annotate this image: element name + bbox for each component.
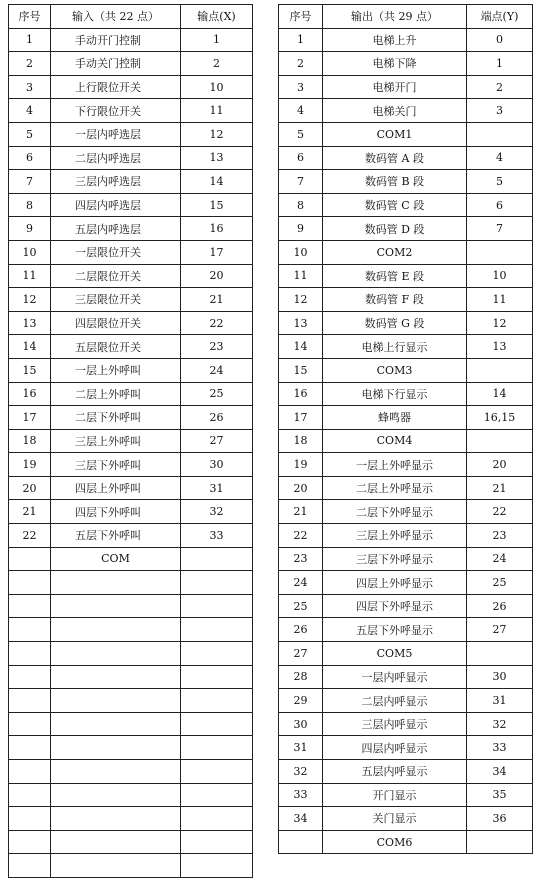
output-header-name: 输出（共 29 点） [323,5,467,29]
output-cell-terminal: 0 [467,28,533,52]
input-row [9,311,253,335]
input-empty-cell [181,807,253,831]
output-cell-name: 蜂鸣器 [323,406,467,430]
input-empty-row [9,854,253,878]
input-cell-index: 15 [9,358,51,382]
input-cell-index: 17 [9,406,51,430]
input-empty-cell [181,760,253,784]
input-cell-name: 四层上外呼叫 [51,476,181,500]
output-row [279,476,533,500]
output-row [279,99,533,123]
input-empty-cell [181,712,253,736]
input-empty-row [9,642,253,666]
output-row [279,547,533,571]
input-empty-cell [181,571,253,595]
output-cell-terminal: 34 [467,760,533,784]
output-cell-index: 32 [279,760,323,784]
input-cell-index: 16 [9,382,51,406]
input-empty-cell [9,736,51,760]
input-cell-name: 二层内呼选层 [51,146,181,170]
input-row [9,193,253,217]
output-cell-terminal: 26 [467,594,533,618]
input-empty-cell [51,642,181,666]
output-row [279,52,533,76]
output-cell-index: 24 [279,571,323,595]
input-row [9,52,253,76]
output-cell-index: 23 [279,547,323,571]
input-cell-index: 18 [9,429,51,453]
input-cell-index: 1 [9,28,51,52]
output-cell-name: 数码管 C 段 [323,193,467,217]
input-cell-terminal: 31 [181,476,253,500]
input-cell-terminal: 33 [181,524,253,548]
input-empty-cell [9,712,51,736]
output-cell-name: 数码管 A 段 [323,146,467,170]
input-empty-cell [9,618,51,642]
output-cell-name: 四层内呼显示 [323,736,467,760]
output-row [279,240,533,264]
output-cell-index: 1 [279,28,323,52]
input-row [9,240,253,264]
output-cell-name: 二层内呼显示 [323,689,467,713]
output-cell-terminal: 23 [467,524,533,548]
input-empty-cell [51,807,181,831]
input-cell-name: 下行限位开关 [51,99,181,123]
output-cell-terminal: 4 [467,146,533,170]
input-empty-cell [51,854,181,878]
output-cell-name: 关门显示 [323,807,467,831]
input-cell-index: 9 [9,217,51,241]
input-row [9,75,253,99]
input-cell-terminal: 22 [181,311,253,335]
output-cell-index: 5 [279,122,323,146]
input-cell-name: 四层限位开关 [51,311,181,335]
input-empty-row [9,736,253,760]
input-row [9,547,253,571]
output-cell-terminal [467,642,533,666]
input-row [9,122,253,146]
input-row [9,382,253,406]
input-row [9,476,253,500]
output-cell-index: 26 [279,618,323,642]
output-cell-terminal: 12 [467,311,533,335]
output-cell-name: COM4 [323,429,467,453]
output-row [279,335,533,359]
output-cell-terminal: 14 [467,382,533,406]
output-row [279,170,533,194]
output-cell-name: 数码管 F 段 [323,288,467,312]
input-cell-terminal: 1 [181,28,253,52]
output-row [279,406,533,430]
input-empty-row [9,594,253,618]
output-cell-terminal: 25 [467,571,533,595]
output-row [279,760,533,784]
input-cell-index: 4 [9,99,51,123]
input-cell-index: 19 [9,453,51,477]
input-empty-row [9,760,253,784]
output-row [279,264,533,288]
output-cell-index: 25 [279,594,323,618]
output-cell-index: 18 [279,429,323,453]
input-empty-cell [181,736,253,760]
input-cell-name: 手动关门控制 [51,52,181,76]
input-empty-cell [181,783,253,807]
output-cell-index: 4 [279,99,323,123]
input-empty-cell [9,594,51,618]
input-empty-row [9,618,253,642]
output-cell-index: 8 [279,193,323,217]
input-empty-cell [51,594,181,618]
input-empty-cell [51,689,181,713]
input-empty-cell [181,830,253,854]
output-row [279,122,533,146]
input-empty-row [9,807,253,831]
output-cell-terminal: 1 [467,52,533,76]
input-cell-terminal: 23 [181,335,253,359]
input-empty-row [9,689,253,713]
output-cell-terminal: 22 [467,500,533,524]
input-empty-cell [9,830,51,854]
output-cell-name: 电梯开门 [323,75,467,99]
input-empty-row [9,571,253,595]
output-row [279,783,533,807]
input-cell-index [9,547,51,571]
output-cell-index: 33 [279,783,323,807]
input-row [9,406,253,430]
output-cell-name: 三层下外呼显示 [323,547,467,571]
output-cell-terminal: 36 [467,807,533,831]
output-cell-name: COM5 [323,642,467,666]
input-empty-row [9,830,253,854]
input-cell-name: 一层上外呼叫 [51,358,181,382]
output-cell-index: 15 [279,358,323,382]
input-cell-name: 五层限位开关 [51,335,181,359]
input-cell-terminal: 12 [181,122,253,146]
input-cell-terminal: 27 [181,429,253,453]
output-cell-index: 17 [279,406,323,430]
output-cell-index: 29 [279,689,323,713]
output-row [279,382,533,406]
input-cell-index: 12 [9,288,51,312]
input-empty-cell [9,783,51,807]
input-cell-name: 五层下外呼叫 [51,524,181,548]
output-cell-name: 一层内呼显示 [323,665,467,689]
output-cell-terminal: 11 [467,288,533,312]
input-cell-index: 8 [9,193,51,217]
output-cell-name: COM3 [323,358,467,382]
output-cell-terminal [467,429,533,453]
output-cell-name: 数码管 B 段 [323,170,467,194]
output-row [279,689,533,713]
input-header-name: 输入（共 22 点） [51,5,181,29]
output-cell-terminal: 33 [467,736,533,760]
input-cell-name: 四层内呼选层 [51,193,181,217]
input-empty-cell [181,642,253,666]
output-cell-terminal: 6 [467,193,533,217]
input-row [9,335,253,359]
output-cell-index: 21 [279,500,323,524]
input-cell-index: 22 [9,524,51,548]
input-empty-cell [51,760,181,784]
output-cell-name: 电梯上升 [323,28,467,52]
input-empty-row [9,712,253,736]
input-row [9,358,253,382]
output-cell-name: 数码管 G 段 [323,311,467,335]
output-cell-terminal: 20 [467,453,533,477]
input-cell-index: 3 [9,75,51,99]
output-row [279,288,533,312]
output-cell-name: 数码管 D 段 [323,217,467,241]
input-cell-name: 三层下外呼叫 [51,453,181,477]
output-cell-terminal: 30 [467,665,533,689]
input-cell-index: 13 [9,311,51,335]
input-cell-index: 10 [9,240,51,264]
output-cell-name: 一层上外呼显示 [323,453,467,477]
input-header-row [9,5,253,29]
output-cell-name: 五层下外呼显示 [323,618,467,642]
output-cell-terminal: 32 [467,712,533,736]
input-cell-index: 11 [9,264,51,288]
output-row [279,736,533,760]
output-cell-terminal [467,122,533,146]
output-cell-terminal: 7 [467,217,533,241]
input-empty-cell [9,665,51,689]
output-row [279,311,533,335]
input-cell-name: 三层上外呼叫 [51,429,181,453]
output-cell-terminal: 13 [467,335,533,359]
output-cell-terminal: 31 [467,689,533,713]
input-empty-row [9,783,253,807]
output-cell-index: 20 [279,476,323,500]
input-empty-cell [181,665,253,689]
output-cell-index: 10 [279,240,323,264]
output-cell-terminal: 5 [467,170,533,194]
input-empty-cell [51,830,181,854]
output-cell-name: 二层上外呼显示 [323,476,467,500]
output-cell-terminal: 21 [467,476,533,500]
input-cell-terminal: 30 [181,453,253,477]
input-cell-terminal: 11 [181,99,253,123]
output-table-body [279,28,533,854]
output-cell-index: 22 [279,524,323,548]
output-cell-index: 31 [279,736,323,760]
output-row [279,712,533,736]
output-cell-index: 12 [279,288,323,312]
output-cell-name: COM6 [323,830,467,854]
input-cell-terminal: 32 [181,500,253,524]
input-row [9,217,253,241]
output-cell-name: COM2 [323,240,467,264]
output-cell-name: 五层内呼显示 [323,760,467,784]
output-cell-terminal: 24 [467,547,533,571]
input-empty-cell [51,712,181,736]
input-cell-terminal: 21 [181,288,253,312]
input-cell-name: 五层内呼选层 [51,217,181,241]
input-row [9,524,253,548]
input-cell-terminal: 15 [181,193,253,217]
output-cell-index: 28 [279,665,323,689]
input-cell-name: COM [51,547,181,571]
input-empty-cell [181,618,253,642]
input-empty-cell [9,689,51,713]
input-header-index: 序号 [9,5,51,29]
input-cell-name: 手动开门控制 [51,28,181,52]
output-row [279,807,533,831]
output-cell-index: 9 [279,217,323,241]
output-cell-name: 二层下外呼显示 [323,500,467,524]
input-cell-terminal: 20 [181,264,253,288]
output-cell-index: 2 [279,52,323,76]
output-cell-terminal: 27 [467,618,533,642]
input-empty-cell [9,854,51,878]
input-row [9,453,253,477]
input-empty-cell [9,760,51,784]
input-cell-terminal: 24 [181,358,253,382]
output-row [279,28,533,52]
output-cell-name: 电梯关门 [323,99,467,123]
input-empty-cell [9,642,51,666]
input-empty-cell [181,689,253,713]
output-cell-name: 电梯下降 [323,52,467,76]
input-cell-name: 二层限位开关 [51,264,181,288]
input-cell-name: 一层内呼选层 [51,122,181,146]
input-row [9,28,253,52]
input-cell-index: 7 [9,170,51,194]
input-row [9,288,253,312]
input-cell-terminal: 25 [181,382,253,406]
output-cell-index: 11 [279,264,323,288]
output-row [279,594,533,618]
input-empty-cell [9,571,51,595]
input-cell-name: 一层限位开关 [51,240,181,264]
input-empty-cell [181,594,253,618]
input-cell-index: 6 [9,146,51,170]
input-empty-row [9,665,253,689]
input-empty-cell [51,783,181,807]
output-row [279,193,533,217]
output-cell-index [279,830,323,854]
output-row [279,642,533,666]
output-row [279,429,533,453]
output-cell-name: 三层上外呼显示 [323,524,467,548]
output-cell-name: 四层上外呼显示 [323,571,467,595]
output-cell-index: 16 [279,382,323,406]
input-cell-terminal: 10 [181,75,253,99]
input-table [8,4,253,878]
input-row [9,146,253,170]
output-row [279,618,533,642]
input-cell-index: 20 [9,476,51,500]
output-cell-terminal: 16,15 [467,406,533,430]
input-cell-name: 四层下外呼叫 [51,500,181,524]
output-row [279,571,533,595]
output-header-row [279,5,533,29]
input-table-body [9,28,253,877]
input-empty-cell [181,854,253,878]
input-row [9,99,253,123]
output-cell-name: 四层下外呼显示 [323,594,467,618]
output-cell-index: 19 [279,453,323,477]
input-cell-terminal: 13 [181,146,253,170]
output-row [279,358,533,382]
output-cell-terminal: 10 [467,264,533,288]
input-cell-name: 上行限位开关 [51,75,181,99]
output-row [279,146,533,170]
input-empty-cell [51,618,181,642]
output-cell-index: 27 [279,642,323,666]
output-cell-index: 13 [279,311,323,335]
input-empty-cell [51,665,181,689]
output-cell-name: COM1 [323,122,467,146]
output-row [279,500,533,524]
output-cell-index: 3 [279,75,323,99]
output-cell-terminal: 2 [467,75,533,99]
output-cell-terminal: 35 [467,783,533,807]
input-header-terminal: 输点(X) [181,5,253,29]
input-row [9,264,253,288]
output-cell-name: 电梯下行显示 [323,382,467,406]
input-cell-index: 2 [9,52,51,76]
input-row [9,500,253,524]
output-cell-terminal [467,358,533,382]
input-cell-terminal: 26 [181,406,253,430]
input-cell-name: 三层限位开关 [51,288,181,312]
output-cell-name: 开门显示 [323,783,467,807]
output-cell-index: 30 [279,712,323,736]
output-cell-terminal: 3 [467,99,533,123]
output-header-index: 序号 [279,5,323,29]
input-cell-terminal: 14 [181,170,253,194]
input-empty-cell [51,736,181,760]
input-cell-name: 三层内呼选层 [51,170,181,194]
input-empty-cell [9,807,51,831]
input-cell-terminal: 2 [181,52,253,76]
output-row [279,830,533,854]
output-table [278,4,533,854]
input-cell-index: 21 [9,500,51,524]
output-row [279,453,533,477]
input-cell-terminal [181,547,253,571]
output-cell-index: 34 [279,807,323,831]
output-cell-name: 电梯上行显示 [323,335,467,359]
output-cell-name: 三层内呼显示 [323,712,467,736]
input-cell-name: 二层下外呼叫 [51,406,181,430]
input-cell-index: 14 [9,335,51,359]
input-empty-cell [51,571,181,595]
output-row [279,665,533,689]
input-cell-terminal: 17 [181,240,253,264]
output-cell-index: 7 [279,170,323,194]
output-row [279,75,533,99]
output-cell-index: 6 [279,146,323,170]
output-cell-name: 数码管 E 段 [323,264,467,288]
input-row [9,429,253,453]
output-row [279,524,533,548]
input-cell-index: 5 [9,122,51,146]
output-header-terminal: 端点(Y) [467,5,533,29]
input-cell-name: 二层上外呼叫 [51,382,181,406]
output-row [279,217,533,241]
output-cell-terminal [467,830,533,854]
input-row [9,170,253,194]
output-cell-index: 14 [279,335,323,359]
output-cell-terminal [467,240,533,264]
input-cell-terminal: 16 [181,217,253,241]
